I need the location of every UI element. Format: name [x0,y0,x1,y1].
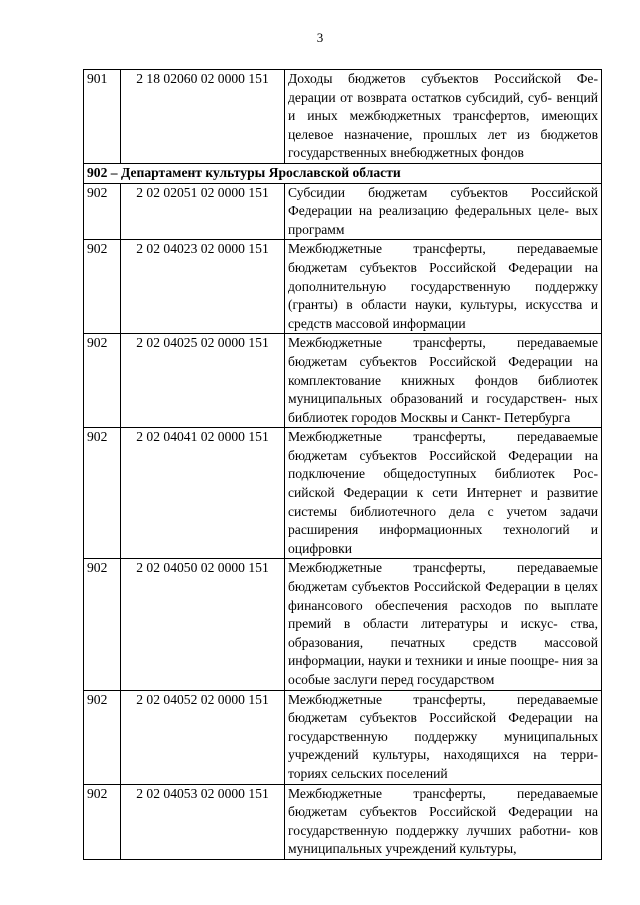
description-line: фондов [480,145,524,161]
table-row [84,559,602,690]
table-row [84,334,602,428]
table-row [84,183,602,240]
description-line: дерации от возврата остатков субсидий, суб- [288,89,552,105]
description-line: бюджетам субъектов Российской Федерации на [288,710,598,726]
description-line: (гранты) в области науки, культуры, искусства [288,297,583,313]
description-line: ков муниципальных учреждений культуры, [288,822,598,857]
budget-codes-table [83,69,602,860]
description-line: целях финансового обеспечения расходов по [288,579,598,613]
revenue-code-cell: 2 18 02060 02 0000 151 [121,70,285,164]
description-line: выплате премий в области литературы и искус- [288,597,598,632]
description-line: имеющих целевое назначение, прошлых лет из [288,108,598,142]
revenue-description-cell [285,240,602,334]
description-line: бюджетам субъектов Российской Федерации на [288,353,598,369]
description-line: ториях сельских поселений [288,765,448,781]
description-line: бюджетам субъектов Российской Федерации на [288,804,598,820]
table-row [84,784,602,859]
description-line: Субсидии бюджетам субъектов Российской [288,184,598,200]
description-line: бюджетам субъектов Российской Федерации на [288,259,598,275]
description-line: ния за особые заслуги перед государством [288,653,598,687]
description-line: Доходы бюджетов субъектов Российской Фе- [288,71,598,86]
revenue-code-cell: 2 02 04023 02 0000 151 [121,240,285,334]
description-line: Межбюджетные трансферты, передаваемые [288,691,598,707]
description-line: подключение общедоступных библиотек Рос- [288,466,598,482]
table-row [84,240,602,334]
table-row [84,70,602,164]
table-row [84,690,602,784]
revenue-code-cell: 2 02 04050 02 0000 151 [121,559,285,690]
revenue-code-cell: 2 02 04025 02 0000 151 [121,334,285,428]
table-body [84,70,602,860]
section-title: 902 – Департамент культуры Ярославской области [84,163,602,183]
administrator-code-cell: 901 [84,70,121,164]
page-number: 3 [316,30,324,45]
administrator-code-cell: 902 [84,240,121,334]
description-line: государственную поддержку муниципальных [288,728,598,744]
revenue-description-cell [285,183,602,240]
description-line: бюджетам субъектов Российской Федерации на [288,447,598,463]
section-header-row [84,163,602,183]
description-line: и средств массовой информации [288,297,598,331]
description-line: ных библиотек городов Москвы и Санкт- [288,391,598,425]
description-line: информации, науки и техники и иные поощре- [288,653,559,669]
revenue-description-cell [285,70,602,164]
revenue-code-cell: 2 02 02051 02 0000 151 [121,183,285,240]
revenue-description-cell [285,784,602,859]
description-line: расширения информационных технологий и [288,522,598,538]
description-line: венций и иных межбюджетных трансфертов, [288,89,598,124]
description-line: системы библиотечного дела с учетом задачи [288,503,598,519]
description-line: государственную поддержку лучших работни- [288,822,571,838]
description-line: муниципальных образований и государствен- [288,391,567,407]
revenue-code-cell: 2 02 04052 02 0000 151 [121,690,285,784]
description-line: сийской Федерации к сети Интернет и развитие [288,485,598,501]
administrator-code-cell: 902 [84,784,121,859]
description-line: Межбюджетные трансферты, передаваемые [288,560,598,576]
revenue-code-cell: 2 02 04053 02 0000 151 [121,784,285,859]
table-row [84,428,602,559]
administrator-code-cell: 902 [84,690,121,784]
revenue-description-cell [285,690,602,784]
revenue-code-cell: 2 02 04041 02 0000 151 [121,428,285,559]
description-line: Межбюджетные трансферты, передаваемые [288,429,598,445]
description-line: Межбюджетные трансферты, передаваемые [288,335,598,351]
description-line: ства, образования, печатных средств массовой [288,616,598,650]
administrator-code-cell: 902 [84,334,121,428]
description-line: Межбюджетные трансферты, передаваемые [288,785,598,801]
description-line: комплектование книжных фондов библиотек [288,372,598,388]
revenue-description-cell [285,334,602,428]
description-line: бюджетов государственных внебюджетных [288,126,598,161]
revenue-description-cell [285,559,602,690]
description-line: Петербурга [504,409,571,425]
description-line: вых программ [288,203,598,237]
description-line: учреждений культуры, находящихся на терри- [288,747,598,763]
administrator-code-cell: 902 [84,428,121,559]
description-line: бюджетам субъектов Российской Федерации в [288,579,561,595]
revenue-description-cell [285,428,602,559]
description-line: дополнительную государственную поддержку [288,278,598,294]
administrator-code-cell: 902 [84,559,121,690]
description-line: оцифровки [288,540,353,556]
administrator-code-cell: 902 [84,183,121,240]
description-line: Межбюджетные трансферты, передаваемые [288,241,598,257]
description-line: Федерации на реализацию федеральных целе- [288,203,569,219]
